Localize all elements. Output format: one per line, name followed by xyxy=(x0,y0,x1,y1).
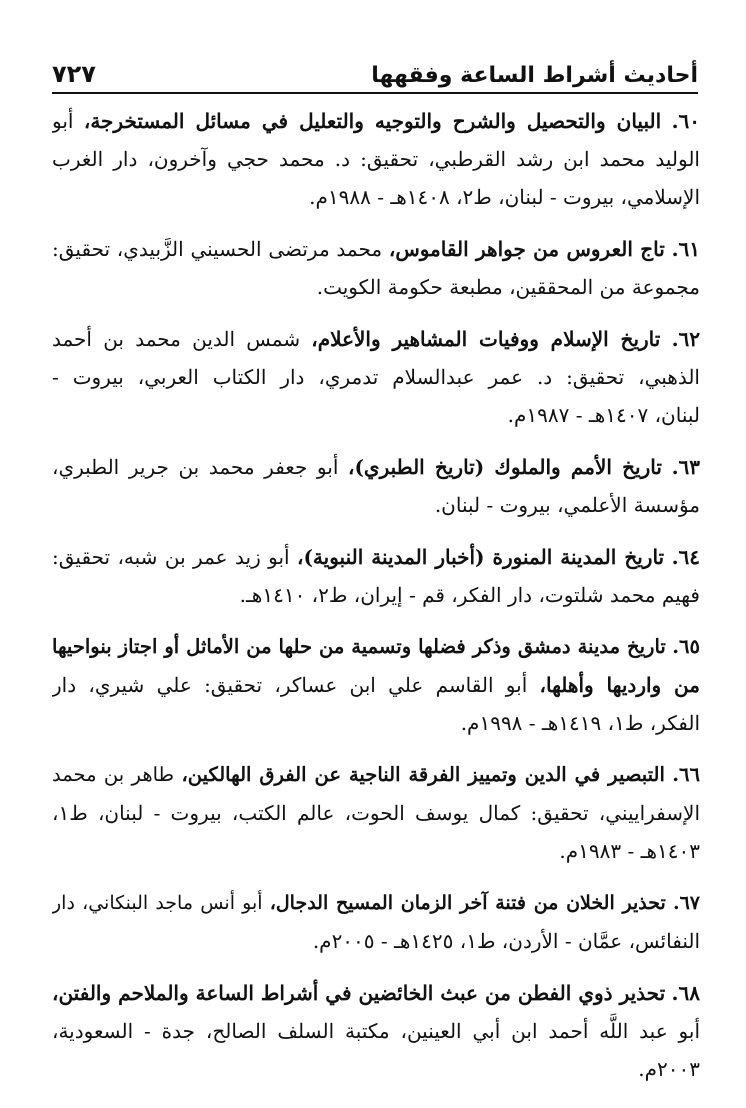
entry-details: محمد مرتضى الحسيني الزَّبيدي، تحقيق: xyxy=(52,237,389,261)
bibliography-entry-68 xyxy=(52,974,700,1088)
entry-line: ١٤٠٣هـ - ١٩٨٣م. xyxy=(559,839,700,863)
entry-line: لبنان، ١٤٠٧هـ - ١٩٨٧م. xyxy=(507,403,700,427)
entry-line: أبو عبد اللَّه أحمد ابن أبي العينين، مكتبة السلف الصالح، جدة - السعودية، xyxy=(52,1019,700,1043)
header-title: أحاديث أشراط الساعة وفقهها xyxy=(371,63,698,88)
entry-line xyxy=(52,974,700,1012)
entry-title: تحذير ذوي الفطن من عبث الخائضين في أشراط الساعة والملاحم والفتن، xyxy=(52,981,666,1005)
entry-line xyxy=(52,102,700,140)
entry-line: الإسلامي، بيروت - لبنان، ط٢، ١٤٠٨هـ - ١٩٨٨م. xyxy=(309,185,700,209)
entry-number: ٦٣. xyxy=(671,455,700,479)
entry-number: ٦٦. xyxy=(672,763,700,786)
entry-number: ٦٤. xyxy=(671,545,700,569)
entry-line xyxy=(52,884,700,922)
entry-number: ٦١. xyxy=(671,237,700,261)
entry-line xyxy=(52,230,700,268)
entry-line xyxy=(52,628,700,666)
entry-number: ٦٠. xyxy=(671,109,700,133)
bibliography-entry-64 xyxy=(52,538,700,614)
entry-details: أبو جعفر محمد بن جرير الطبري، xyxy=(52,455,349,479)
entry-line: مجموعة من المحققين، مطبعة حكومة الكويت. xyxy=(316,275,700,299)
entry-line: الذهبي، تحقيق: د. عمر عبدالسلام تدمري، دار الكتاب العربي، بيروت - xyxy=(52,365,700,389)
bibliography-entry-60 xyxy=(52,102,700,216)
entry-number: ٦٨. xyxy=(671,981,700,1005)
page-number: ٧٢٧ xyxy=(52,60,96,88)
bibliography-entry-65 xyxy=(52,628,700,742)
entry-line: مؤسسة الأعلمي، بيروت - لبنان. xyxy=(434,493,700,517)
bibliography-entry-62 xyxy=(52,320,700,434)
bibliography-list xyxy=(52,102,700,1102)
entry-line xyxy=(52,448,700,486)
bibliography-entry-63 xyxy=(52,448,700,524)
entry-title: تاريخ الإسلام ووفيات المشاهير والأعلام، xyxy=(311,327,661,351)
entry-details: أبو القاسم علي ابن عساكر، تحقيق: علي شيري، دار xyxy=(52,673,540,697)
entry-number: ٦٧. xyxy=(672,892,700,914)
entry-details: طاهر بن محمد xyxy=(52,763,182,786)
entry-line xyxy=(52,538,700,576)
entry-line: فهيم محمد شلتوت، دار الفكر، قم - إيران، ط٢، ١٤١٠هـ. xyxy=(239,583,700,607)
entry-details: أبو xyxy=(52,109,84,133)
bibliography-entry-67 xyxy=(52,884,700,960)
entry-line xyxy=(52,666,700,704)
entry-details: أبو أنس ماجد البنكاني، دار xyxy=(52,892,270,914)
entry-line xyxy=(52,756,700,794)
entry-line: الإسفراييني، تحقيق: كمال يوسف الحوت، عالم الكتب، بيروت - لبنان، ط١، xyxy=(52,801,700,825)
entry-line xyxy=(52,320,700,358)
entry-title: تاريخ المدينة المنورة (أخبار المدينة النبوية)، xyxy=(297,545,665,569)
entry-line: الفكر، ط١، ١٤١٩هـ - ١٩٩٨م. xyxy=(460,711,700,735)
bibliography-entry-66 xyxy=(52,756,700,870)
running-header xyxy=(52,48,698,94)
entry-title-continued: من وارديها وأهلها، xyxy=(539,673,700,697)
entry-title: التبصير في الدين وتمييز الفرقة الناجية عن الفرق الهالكين، xyxy=(181,763,665,786)
entry-title: تاريخ مدينة دمشق وذكر فضلها وتسمية من حلها من الأماثل أو اجتاز بنواحيها xyxy=(52,635,666,658)
entry-title: البيان والتحصيل والشرح والتوجيه والتعليل في مسائل المستخرجة، xyxy=(83,109,662,133)
bibliography-entry-61 xyxy=(52,230,700,306)
entry-title: تاريخ الأمم والملوك (تاريخ الطبري)، xyxy=(348,455,662,479)
entry-details: أبو زيد عمر بن شبه، تحقيق: xyxy=(52,545,298,569)
entry-number: ٦٢. xyxy=(671,327,700,351)
entry-line: النفائس، عمَّان - الأردن، ط١، ١٤٢٥هـ - ٢٠٠٥م. xyxy=(312,929,700,953)
entry-line: الوليد محمد ابن رشد القرطبي، تحقيق: د. محمد حجي وآخرون، دار الغرب xyxy=(52,147,700,171)
entry-details: شمس الدين محمد بن أحمد xyxy=(52,327,312,351)
entry-title: تحذير الخلان من فتنة آخر الزمان المسيح الدجال، xyxy=(269,892,666,914)
entry-number: ٦٥. xyxy=(672,635,700,658)
entry-line: ٢٠٠٣م. xyxy=(638,1057,700,1081)
entry-title: تاج العروس من جواهر القاموس، xyxy=(388,237,665,261)
